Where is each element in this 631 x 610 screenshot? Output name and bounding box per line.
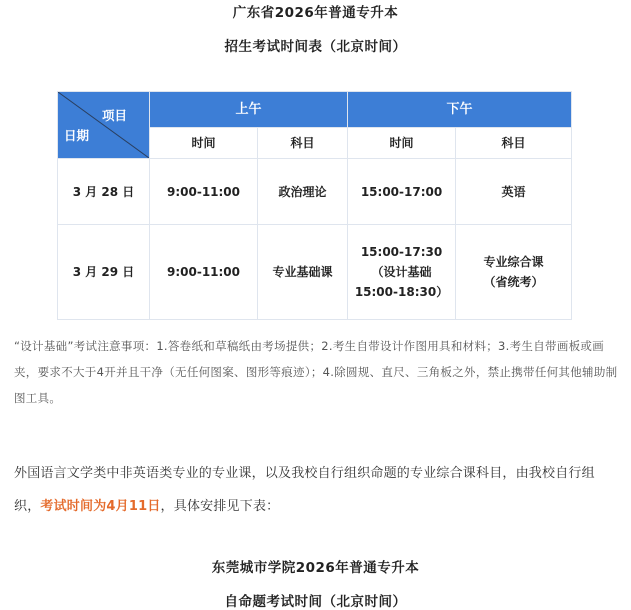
pm-subject-cell: 英语: [456, 159, 572, 225]
am-subject-cell: 政治理论: [258, 159, 348, 225]
schedule-title-line1: 广东省2026年普通专升本: [232, 5, 399, 21]
pm-subject-line: （省统考）: [483, 275, 544, 289]
pm-time-line: 15:00-18:30）: [354, 285, 449, 299]
am-subject-cell: 专业基础课: [258, 225, 348, 320]
date-cell: 3 月 29 日: [58, 225, 150, 320]
pm-subject-header: 科目: [456, 128, 572, 159]
am-subject-header: 科目: [258, 128, 348, 159]
second-title-line2: 自命题考试时间（北京时间）: [224, 594, 407, 610]
corner-header-cell: [58, 92, 150, 159]
design-exam-note: “设计基础”考试注意事项：1.答卷纸和草稿纸由考场提供；2.考生自带设计作图用具和材料；3.考生自带画板或画夹，要求不大于4开并且干净（无任何图案、图形等痕迹）；4.除圆规、直尺、三角板之外，禁止携带任何其他辅助制图工具。: [14, 339, 618, 405]
corner-item-label: 项目: [101, 108, 127, 123]
schedule-title-line2: 招生考试时间表（北京时间）: [224, 39, 407, 55]
am-time-cell: 9:00-11:00: [150, 225, 258, 320]
pm-subject-cell: [456, 225, 572, 320]
pm-time-line: （设计基础: [371, 265, 432, 279]
second-title-line1: 东莞城市学院2026年普通专升本: [211, 560, 420, 576]
corner-date-label: 日期: [64, 128, 90, 143]
morning-header: 上午: [150, 92, 348, 128]
date-cell: 3 月 28 日: [58, 159, 150, 225]
pm-time-cell: [348, 225, 456, 320]
pm-time-header: 时间: [348, 128, 456, 159]
am-time-header: 时间: [150, 128, 258, 159]
exam-date-highlight: 考试时间为4月11日: [40, 499, 161, 514]
table-row: [58, 225, 572, 320]
pm-time-cell: 15:00-17:00: [348, 159, 456, 225]
paragraph-text-after: ，具体安排见下表：: [160, 499, 280, 514]
afternoon-header: 下午: [348, 92, 572, 128]
table-row: [58, 159, 572, 225]
pm-time-line: 15:00-17:30: [360, 245, 443, 259]
exam-schedule-table: [57, 91, 572, 320]
self-organized-exam-paragraph: [14, 457, 619, 523]
am-time-cell: 9:00-11:00: [150, 159, 258, 225]
table-header-row: [58, 92, 572, 128]
paragraph-text-before: 外国语言文学类中非英语类专业的专业课，以及我校自行组织命题的专业综合课科目，由我校自行组织，: [14, 466, 595, 514]
pm-subject-line: 专业综合课: [483, 255, 544, 269]
